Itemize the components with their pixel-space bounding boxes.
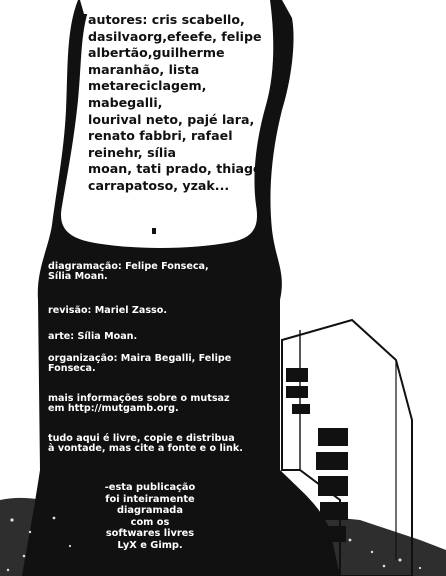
brick-3 — [292, 404, 310, 414]
credit-diagramacao: diagramação: Felipe Fonseca, Sília Moan. — [48, 261, 209, 283]
brick-2 — [286, 386, 308, 398]
credit-arte: arte: Sília Moan. — [48, 331, 138, 342]
brick-4 — [318, 428, 348, 446]
more-info: mais informações sobre o mutsaz em http://mutgamb.org. — [48, 393, 230, 415]
brick-1 — [286, 368, 308, 382]
credit-revisao: revisão: Mariel Zasso. — [48, 305, 167, 316]
publication-note: -esta publicação foi inteiramente diagramada com os softwares livres LyX e Gimp. — [104, 482, 196, 551]
authors-credits: autores: cris scabello, dasilvaorg,efeefe, felipe albertão,guilherme maranhão, lista metareciclagem, mabegalli, lourival neto, pajé lara, renato fabbri, rafael reinehr, sília moan, tati prado, thiago carrapatoso, yzak... — [88, 12, 262, 193]
credit-organizacao: organização: Maira Begalli, Felipe Fonseca. — [48, 353, 232, 375]
brick-6 — [318, 476, 348, 496]
brick-5 — [316, 452, 348, 470]
license-note: tudo aqui é livre, copie e distribua à vontade, mas cite a fonte e o link. — [48, 433, 243, 455]
text-cursor-mark — [152, 228, 156, 234]
